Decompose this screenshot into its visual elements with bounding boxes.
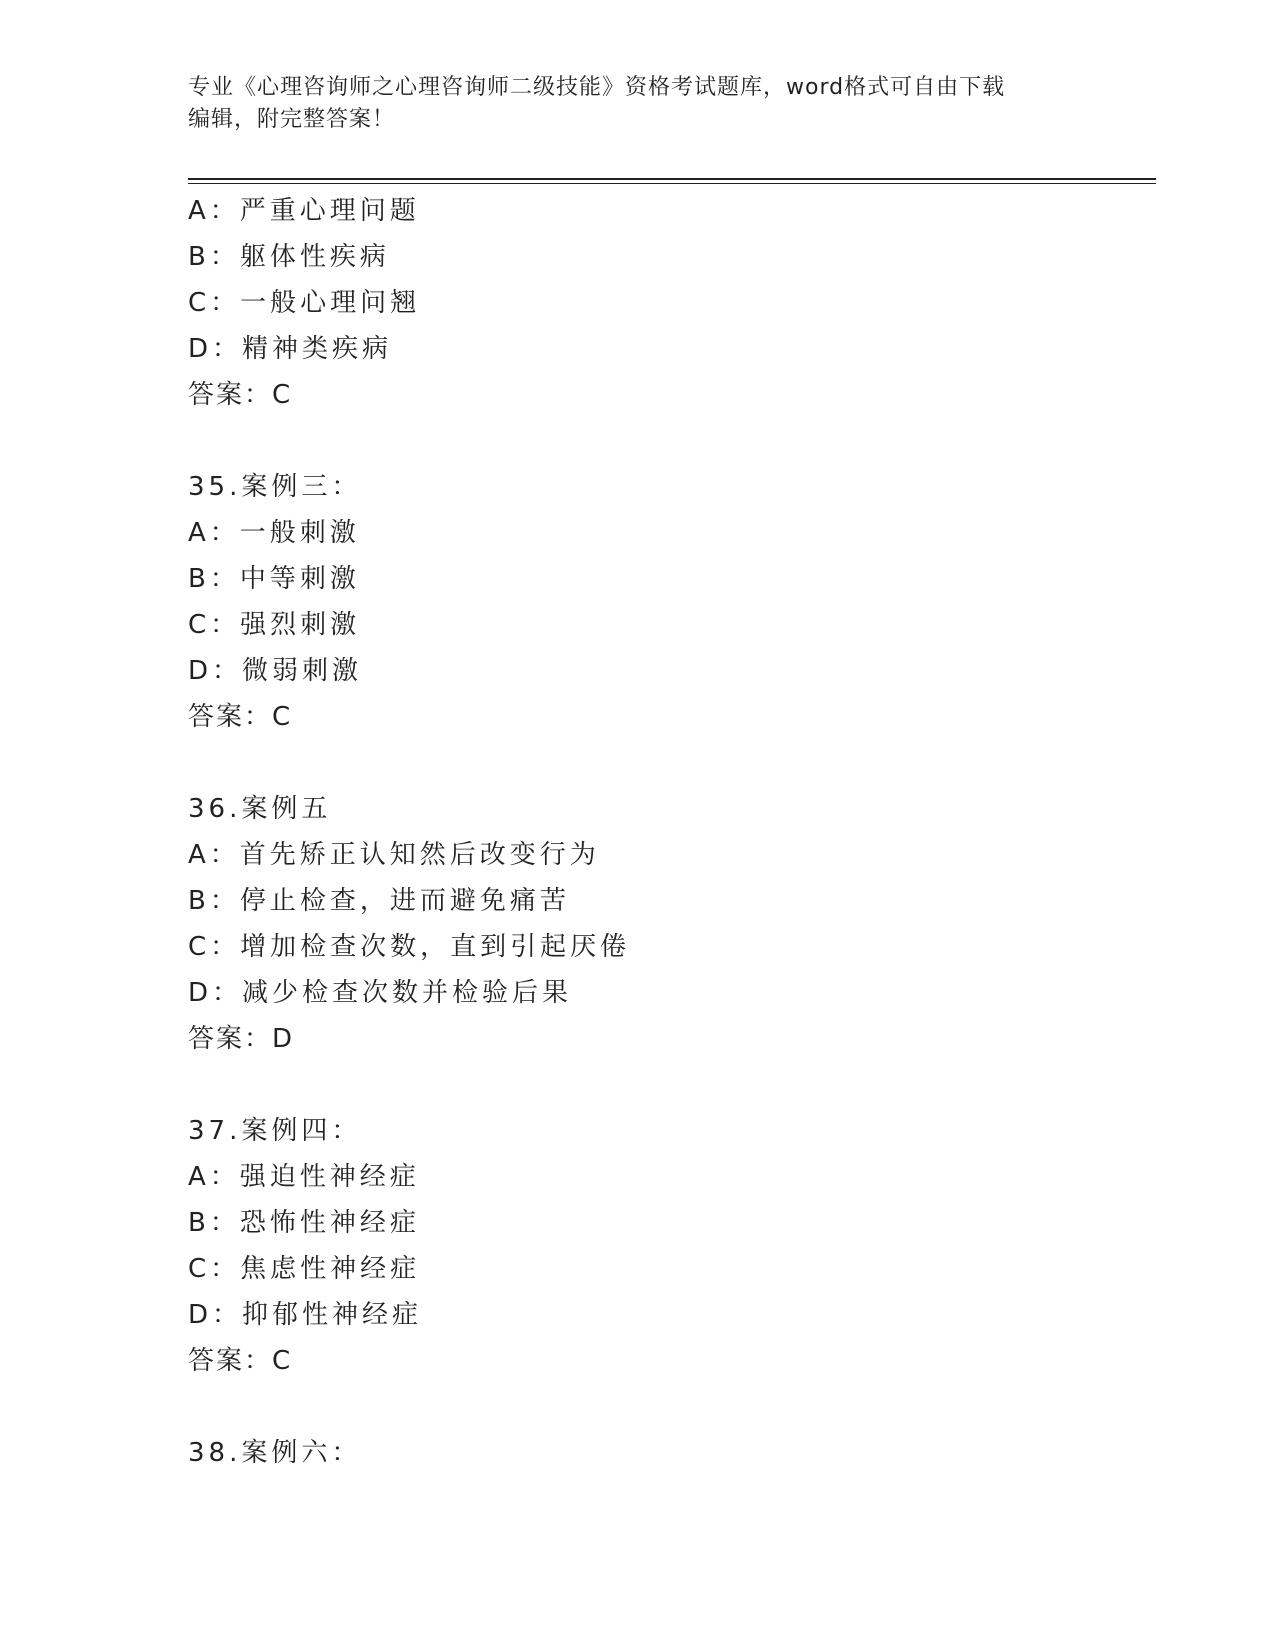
option-a: A：强迫性神经症 bbox=[188, 1162, 420, 1192]
option-c: C：增加检查次数，直到引起厌倦 bbox=[188, 932, 631, 962]
question-list bbox=[188, 188, 1148, 1476]
document-header bbox=[188, 72, 1068, 136]
question-title: 36.案例五 bbox=[188, 794, 332, 824]
question-block-35 bbox=[188, 464, 1148, 740]
answer-line: 答案：C bbox=[188, 1346, 293, 1376]
header-line-2: 编辑，附完整答案！ bbox=[188, 107, 396, 132]
spacer bbox=[188, 418, 1148, 464]
option-c: C：一般心理问翘 bbox=[188, 288, 421, 318]
header-line-1: 专业《心理咨询师之心理咨询师二级技能》资格考试题库，word格式可自由下载 bbox=[188, 75, 1006, 100]
question-block-36 bbox=[188, 786, 1148, 1062]
answer-line: 答案：D bbox=[188, 1024, 295, 1054]
option-a: A：首先矫正认知然后改变行为 bbox=[188, 840, 600, 870]
option-d: D：减少检查次数并检验后果 bbox=[188, 978, 573, 1008]
option-c: C：焦虑性神经症 bbox=[188, 1254, 421, 1284]
question-title: 35.案例三： bbox=[188, 472, 362, 502]
spacer bbox=[188, 1062, 1148, 1108]
option-b: B：停止检查，进而避免痛苦 bbox=[188, 886, 570, 916]
option-d: D：微弱刺激 bbox=[188, 656, 363, 686]
answer-line: 答案：C bbox=[188, 380, 293, 410]
option-d: D：精神类疾病 bbox=[188, 334, 393, 364]
spacer bbox=[188, 740, 1148, 786]
option-b: B：中等刺激 bbox=[188, 564, 360, 594]
option-a: A：严重心理问题 bbox=[188, 196, 420, 226]
option-d: D：抑郁性神经症 bbox=[188, 1300, 423, 1330]
header-divider bbox=[188, 178, 1156, 184]
question-title: 38.案例六： bbox=[188, 1438, 362, 1468]
question-block-37 bbox=[188, 1108, 1148, 1384]
question-block-34 bbox=[188, 188, 1148, 418]
option-a: A：一般刺激 bbox=[188, 518, 360, 548]
spacer bbox=[188, 1384, 1148, 1430]
option-c: C：强烈刺激 bbox=[188, 610, 361, 640]
option-b: B：躯体性疾病 bbox=[188, 242, 390, 272]
question-title: 37.案例四： bbox=[188, 1116, 362, 1146]
option-b: B：恐怖性神经症 bbox=[188, 1208, 420, 1238]
answer-line: 答案：C bbox=[188, 702, 293, 732]
question-block-38 bbox=[188, 1430, 1148, 1476]
